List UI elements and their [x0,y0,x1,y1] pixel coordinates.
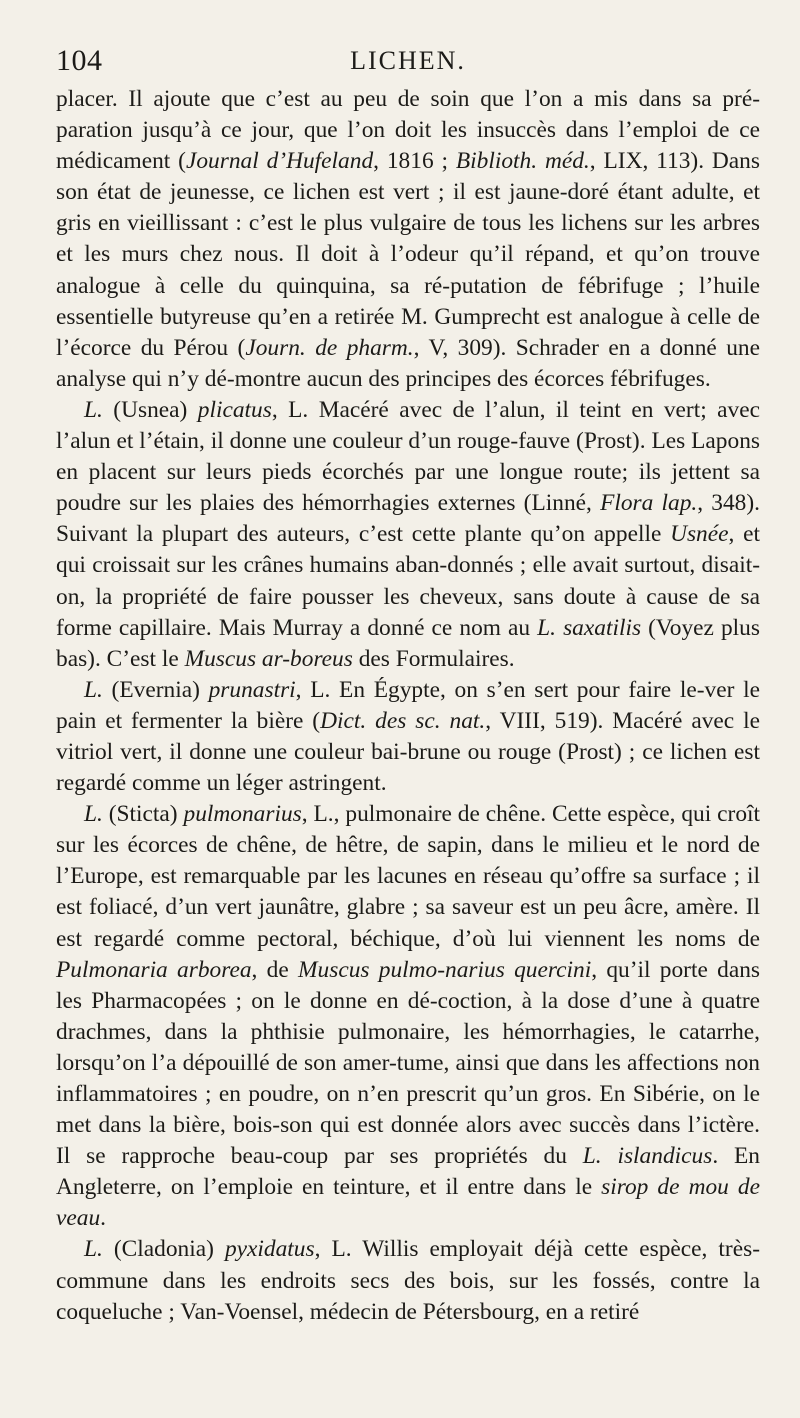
text-run: , 348). Suivant la plupart des auteurs, c’est cette plante qu’on appelle [56,490,761,548]
italic-run: L. saxatilis [537,614,642,641]
italic-run: plicatus [197,396,272,423]
text-run: , VIII, 519). Macéré avec le vitriol vert, il donne une couleur bai-brune ou rouge (Prost) ; ce lichen est regardé comme un léger astringent. [56,707,760,797]
text-run: placer. Il ajoute que c’est au peu de soin que l’on a mis dans sa pré-paration jusqu’à ce jour, que l’on doit les insuccès dans l’emploi de ce médicament ( [56,86,760,175]
paragraph-sticta-pulmonarius [56,799,760,1234]
italic-run: Usnée [670,521,729,548]
text-run: , LIX, 113). Dans son état de jeunesse, ce lichen est vert ; il est jaune-doré étant adulte, et gris en vieillissant : c’est le plus vulgaire de tous les lichens sur les arbres et les murs chez nous. Il doit à l’odeur qu’il répand, et qu’on trouve analogue à celle du quinquina, sa ré-putation de fébrifuge ; l’huile essentielle butyreuse qu’en a retirée M. Gumprecht est analogue à celle de l’écorce du Pérou ( [56,148,760,361]
paragraph-continuation [56,84,760,395]
italic-run: L. islandicus [582,1143,713,1170]
italic-run: L. [84,676,103,703]
italic-run: pyxidatus [224,1236,315,1263]
text-run: . [100,1205,107,1232]
italic-run: L. [84,801,103,828]
paragraph-usnea-plicatus [56,395,760,675]
italic-run: Flora lap. [600,490,698,517]
text-run: , 1816 ; [373,148,456,175]
italic-run: Biblioth. méd. [455,148,590,175]
page-number: 104 [56,44,103,77]
italic-run: L. [84,1236,103,1263]
body-text [56,84,760,1328]
text-run: (Cladonia) [102,1236,225,1263]
text-run: . En Angleterre, on l’emploie en teinture, et il entre dans le [56,1143,760,1201]
paragraph-cladonia-pyxidatus [56,1234,760,1327]
running-title: LICHEN. [350,46,466,75]
italic-run: prunastri [208,676,296,703]
text-run: (Evernia) [102,676,209,703]
italic-run: L. [84,396,103,423]
text-run: , L. Macéré avec de l’alun, il teint en vert; avec l’alun et l’étain, il donne une couleur d’un rouge-fauve (Prost). Les Lapons en placent sur leurs pieds écorchés par une longue route; ils jettent sa poudre sur les plaies des hémorrhagies externes (Linné, [56,396,760,517]
text-run: (Sticta) [102,801,184,828]
italic-run: Muscus pulmo-narius quercini [298,956,592,983]
text-run: , et qui croissait sur les crânes humains aban-donnés ; elle avait surtout, disait-on, la propriété de faire pousser les cheveux, sans doute à cause de sa forme capillaire. Mais Murray a donné ce nom au [56,521,760,641]
text-run: , L. Willis employait déjà cette espèce, très-commune dans les endroits secs des bois, sur les fossés, contre la coqueluche ; Van-Voensel, médecin de Pétersbourg, en a retiré [56,1236,760,1325]
italic-run: sirop de mou de veau [56,1174,760,1232]
italic-run: pulmonarius [183,801,302,828]
italic-run: Muscus ar-boreus [184,645,353,672]
text-run: (Usnea) [102,396,198,423]
text-run: , L., pulmonaire de chêne. Cette espèce, qui croît sur les écorces de chêne, de hêtre, de sapin, dans le milieu et le nord de l’Europe, est remarquable par les lacunes en réseau qu’offre sa surface ; il est foliacé, d’un vert jaunâtre, glabre ; sa saveur est un peu âcre, amère. Il est regardé comme pectoral, béchique, d’où lui viennent les noms de [56,801,761,952]
paragraph-evernia-prunastri [56,675,760,799]
text-run: (Voyez plus bas). C’est le [56,614,760,672]
italic-run: Dict. des sc. nat. [320,707,486,734]
italic-run: Journal d’Hufeland [185,148,374,175]
running-head [56,36,760,84]
text-run: , L. En Égypte, on s’en sert pour faire le-ver le pain et fermenter la bière ( [56,676,760,734]
text-run: , qu’il porte dans les Pharmacopées ; on le donne en dé-coction, à la dose d’une à quatre drachmes, dans la phthisie pulmonaire, les hémorrhagies, le catarrhe, lorsqu’on l’a dépouillé de son amer-tume, ainsi que dans les affections non inflammatoires ; en poudre, on n’en prescrit qu’un gros. En Sibérie, on le met dans la bière, bois-son qui est donnée alors avec succès dans l’ictère. Il se rapproche beau-coup par ses propriétés du [56,956,761,1170]
italic-run: Journ. de pharm. [245,334,414,361]
text-run: , V, 309). Schrader en a donné une analyse qui n’y dé-montre aucun des principes des écorces fébrifuges. [56,334,761,392]
text-run: des Formulaires. [352,645,515,672]
text-run: , de [251,956,299,983]
italic-run: Pulmonaria arborea [56,956,252,983]
